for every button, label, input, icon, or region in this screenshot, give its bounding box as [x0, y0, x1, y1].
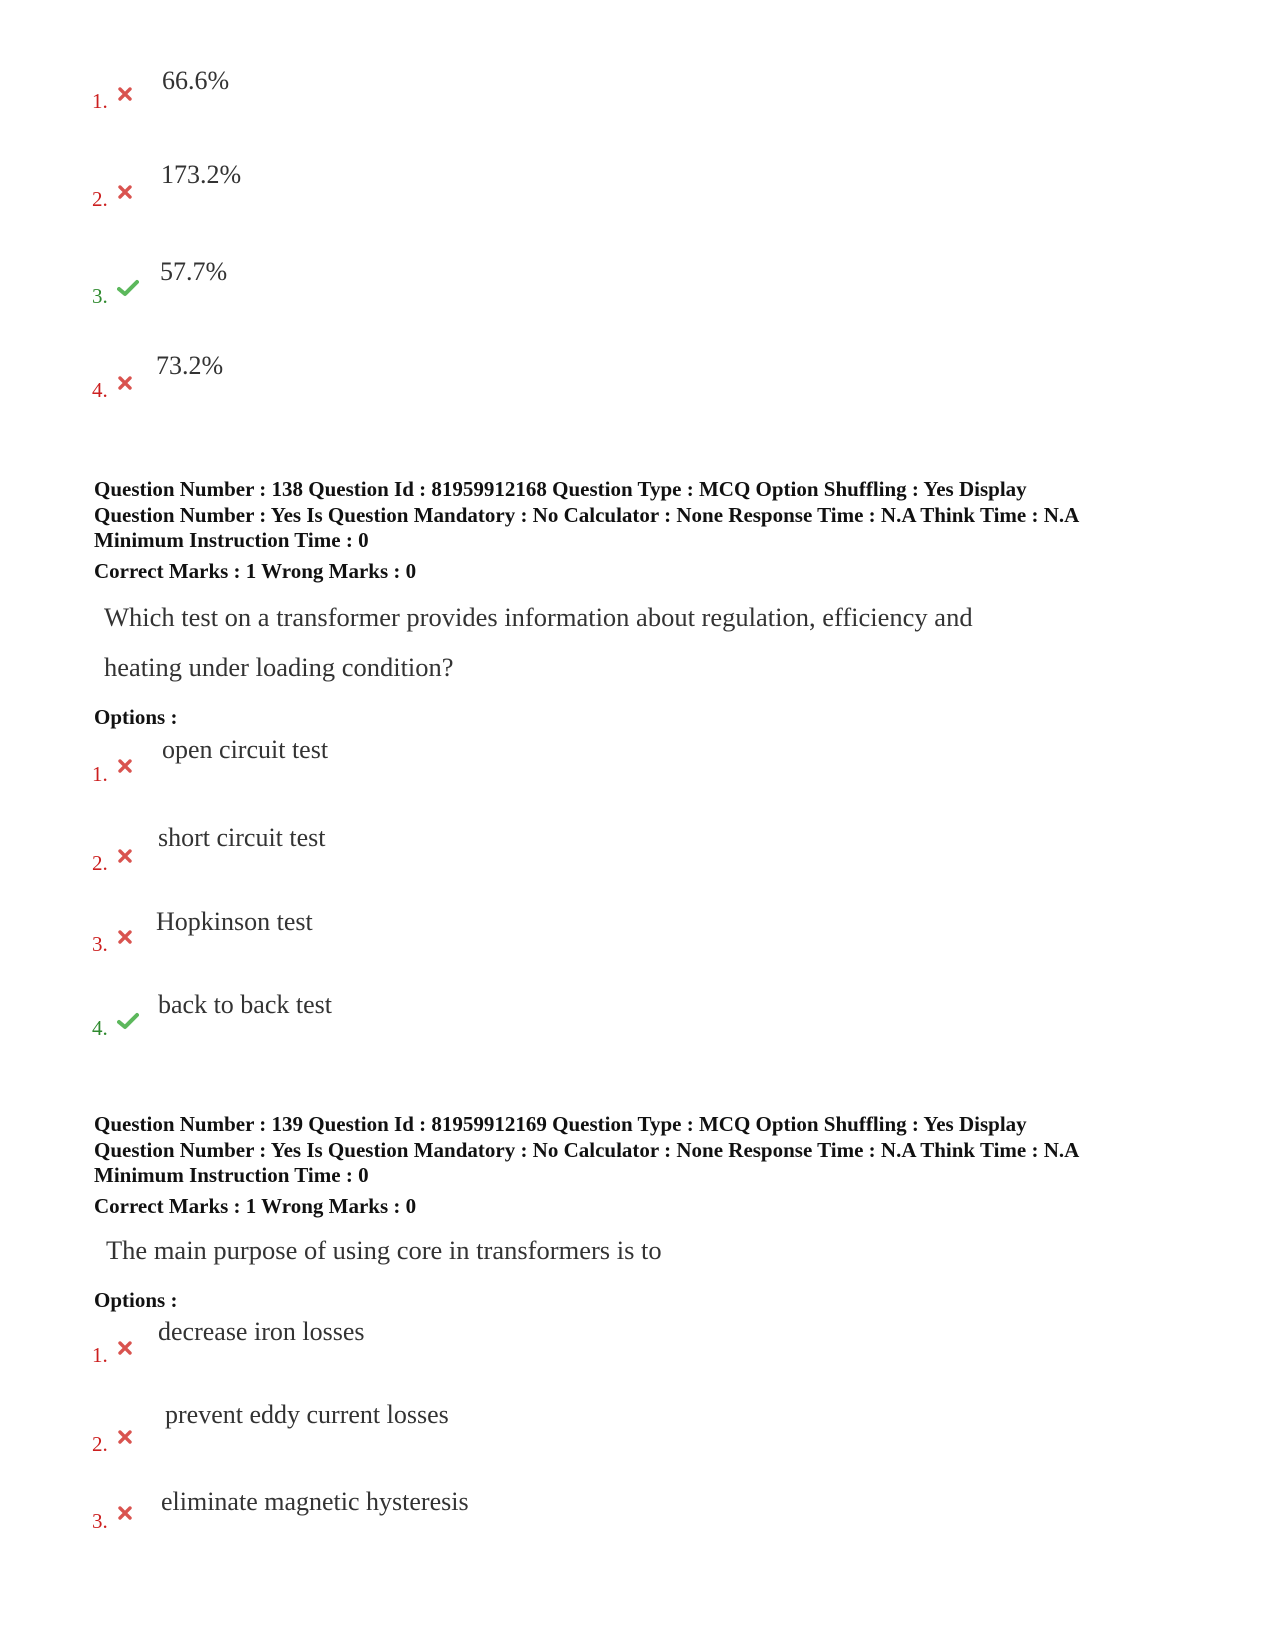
option-text: 173.2% — [161, 160, 242, 189]
option-number: 3. — [92, 284, 108, 308]
cross-icon — [117, 1429, 133, 1445]
option-text: short circuit test — [158, 823, 326, 852]
question-text-line: Which test on a transformer provides information about regulation, efficiency and — [104, 602, 973, 632]
cross-icon — [117, 184, 133, 200]
options-label: Options : — [94, 1288, 178, 1312]
option-text: 57.7% — [160, 257, 228, 286]
check-icon — [117, 279, 139, 297]
cross-icon — [117, 375, 133, 391]
check-icon — [117, 1012, 139, 1030]
option-number: 2. — [92, 851, 108, 875]
question-meta — [94, 1112, 1254, 1189]
cross-icon — [117, 86, 133, 102]
meta-line: Minimum Instruction Time : 0 — [94, 528, 369, 552]
cross-icon — [117, 758, 133, 774]
question-text-line: The main purpose of using core in transformers is to — [106, 1235, 662, 1265]
marks-line: Correct Marks : 1 Wrong Marks : 0 — [94, 559, 417, 583]
option-text: 73.2% — [156, 351, 224, 380]
option-text: decrease iron losses — [158, 1317, 365, 1346]
option-number: 4. — [92, 1016, 108, 1040]
option-text: back to back test — [158, 990, 332, 1019]
cross-icon — [117, 929, 133, 945]
option-number: 1. — [92, 1343, 108, 1367]
meta-line: Question Number : Yes Is Question Mandatory : No Calculator : None Response Time : N.A Think Time : N.A — [94, 502, 1080, 527]
meta-line: Question Number : Yes Is Question Mandatory : No Calculator : None Response Time : N.A Think Time : N.A — [94, 1137, 1080, 1162]
option-number: 4. — [92, 378, 108, 402]
option-text: eliminate magnetic hysteresis — [161, 1487, 469, 1516]
option-text: Hopkinson test — [156, 907, 313, 936]
question-text-line: heating under loading condition? — [104, 652, 454, 682]
option-number: 1. — [92, 762, 108, 786]
option-number: 3. — [92, 932, 108, 956]
option-text: 66.6% — [162, 66, 230, 95]
option-text: open circuit test — [162, 735, 329, 764]
cross-icon — [117, 848, 133, 864]
question-text — [104, 592, 973, 692]
cross-icon — [117, 1505, 133, 1521]
question-meta — [94, 477, 1254, 554]
marks-line: Correct Marks : 1 Wrong Marks : 0 — [94, 1194, 417, 1218]
option-number: 3. — [92, 1509, 108, 1533]
option-number: 2. — [92, 1432, 108, 1456]
options-label: Options : — [94, 705, 178, 729]
meta-line: Question Number : 139 Question Id : 81959912169 Question Type : MCQ Option Shuffling : Yes Display — [94, 1112, 1027, 1136]
meta-line: Question Number : 138 Question Id : 81959912168 Question Type : MCQ Option Shuffling : Yes Display — [94, 477, 1027, 501]
cross-icon — [117, 1340, 133, 1356]
option-number: 2. — [92, 187, 108, 211]
question-text — [106, 1225, 662, 1275]
meta-line: Minimum Instruction Time : 0 — [94, 1163, 369, 1187]
option-text: prevent eddy current losses — [165, 1400, 449, 1429]
option-number: 1. — [92, 89, 108, 113]
